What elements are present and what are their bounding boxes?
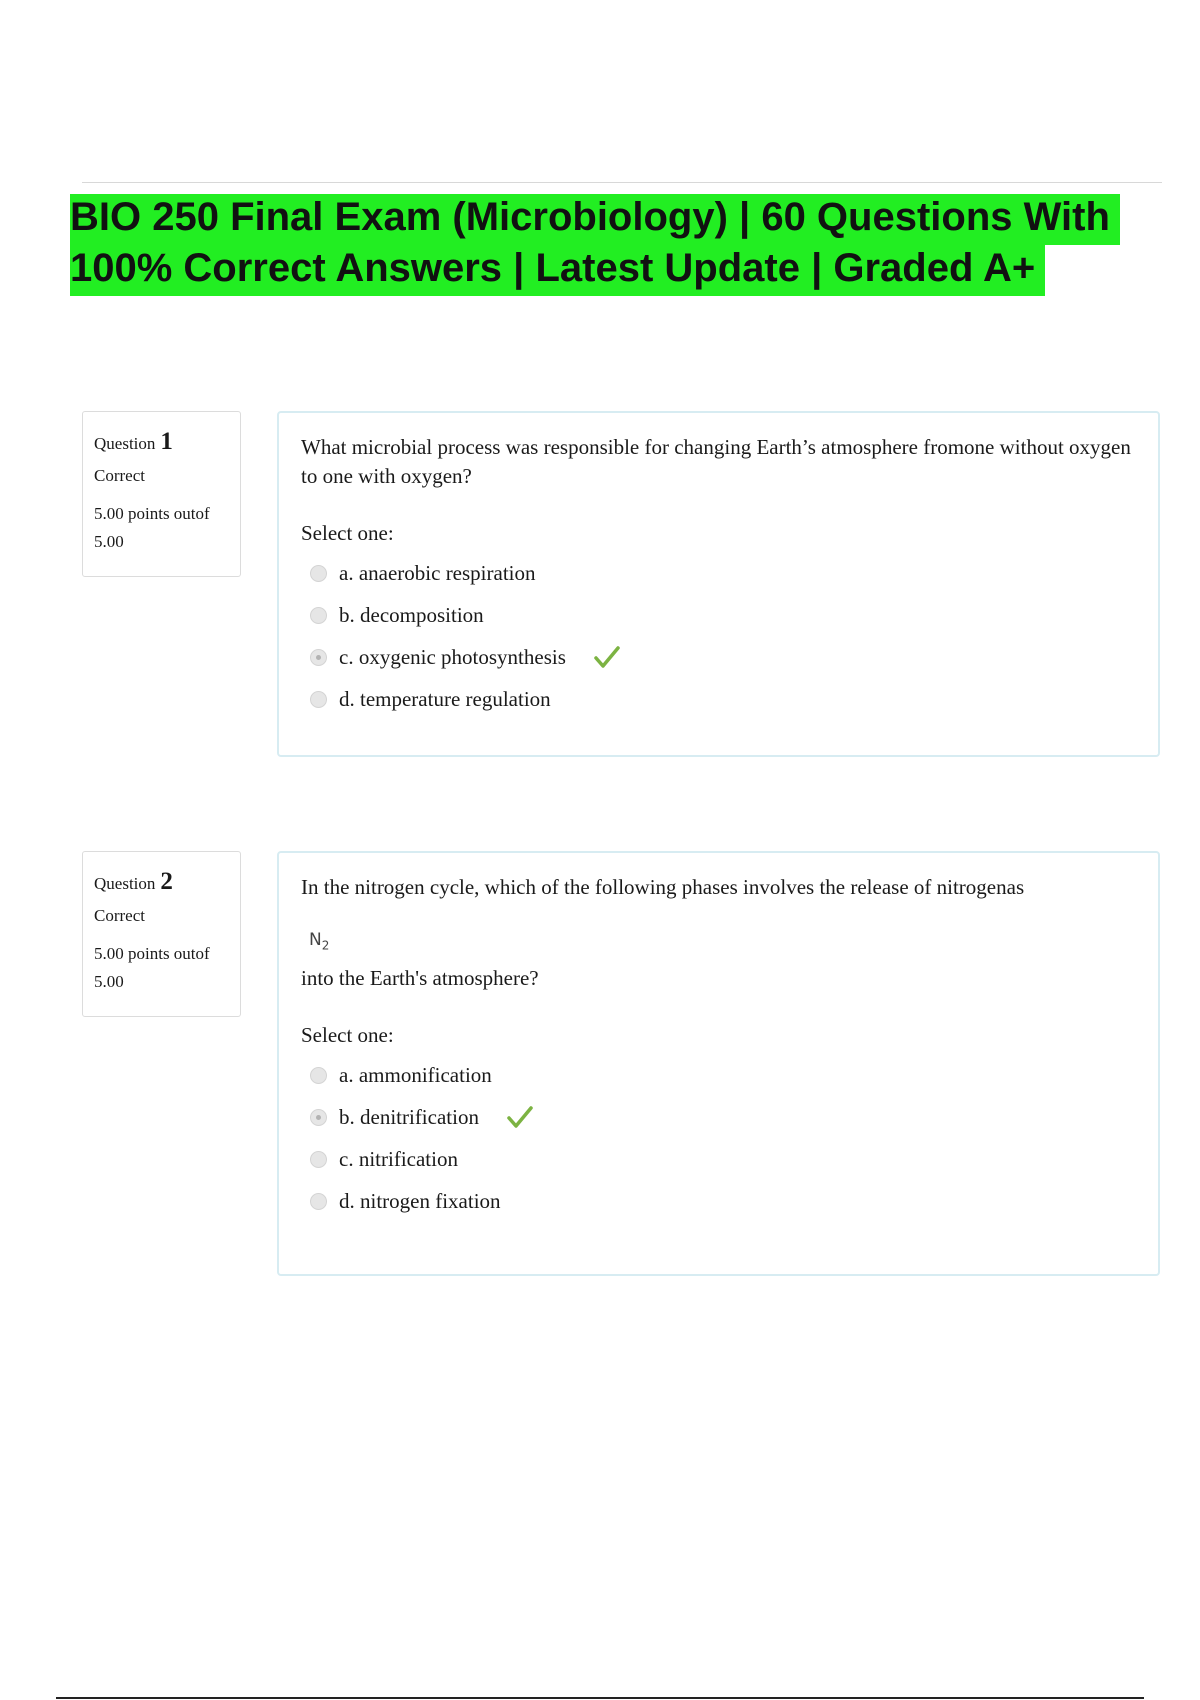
radio-button[interactable] xyxy=(310,565,327,582)
question-number: 1 xyxy=(160,428,173,455)
answer-option-c[interactable]: c. oxygenic photosynthesis xyxy=(301,636,1136,678)
answer-option-c[interactable]: c. nitrification xyxy=(301,1138,1136,1180)
radio-button[interactable] xyxy=(310,1151,327,1168)
answer-list xyxy=(301,1054,1136,1222)
bottom-divider xyxy=(56,1697,1144,1699)
question-label: Question xyxy=(94,874,156,893)
answer-option-d[interactable]: d. nitrogen fixation xyxy=(301,1180,1136,1222)
radio-button[interactable] xyxy=(310,607,327,624)
question-2-info xyxy=(82,851,241,1017)
question-1-content xyxy=(277,411,1160,757)
top-divider xyxy=(82,182,1162,183)
question-grade: 5.00 points outof 5.00 xyxy=(94,504,210,551)
question-state: Correct xyxy=(94,906,145,925)
question-state: Correct xyxy=(94,466,145,485)
question-1-info xyxy=(82,411,241,577)
answer-list xyxy=(301,552,1136,720)
answer-option-b[interactable]: b. decomposition xyxy=(301,594,1136,636)
answer-option-a[interactable]: a. ammonification xyxy=(301,1054,1136,1096)
question-text: What microbial process was responsible for changing Earth’s atmosphere fromone without oxygen to one with oxygen? xyxy=(301,435,1131,488)
question-text: In the nitrogen cycle, which of the following phases involves the release of nitrogenas xyxy=(301,875,1025,899)
checkmark-icon xyxy=(594,645,620,669)
checkmark-icon xyxy=(507,1105,533,1129)
title-line-1: BIO 250 Final Exam (Microbiology) | 60 Questions With xyxy=(70,194,1120,245)
radio-button[interactable] xyxy=(310,1067,327,1084)
answer-option-b[interactable]: b. denitrification xyxy=(301,1096,1136,1138)
question-label: Question xyxy=(94,434,156,453)
radio-button[interactable] xyxy=(310,691,327,708)
radio-button-selected[interactable] xyxy=(310,649,327,666)
document-title xyxy=(70,194,1150,296)
answer-option-d[interactable]: d. temperature regulation xyxy=(301,678,1136,720)
radio-button-selected[interactable] xyxy=(310,1109,327,1126)
answer-option-a[interactable]: a. anaerobic respiration xyxy=(301,552,1136,594)
title-line-2: 100% Correct Answers | Latest Update | Graded A+ xyxy=(70,245,1045,296)
question-2-content xyxy=(277,851,1160,1276)
question-grade: 5.00 points outof 5.00 xyxy=(94,944,210,991)
question-number: 2 xyxy=(160,868,173,895)
select-prompt: Select one: xyxy=(301,521,394,545)
radio-button[interactable] xyxy=(310,1193,327,1210)
formula-n2: $N_2$ xyxy=(309,930,330,953)
select-prompt: Select one: xyxy=(301,1023,394,1048)
question-text-continued: into the Earth's atmosphere? xyxy=(301,966,539,991)
